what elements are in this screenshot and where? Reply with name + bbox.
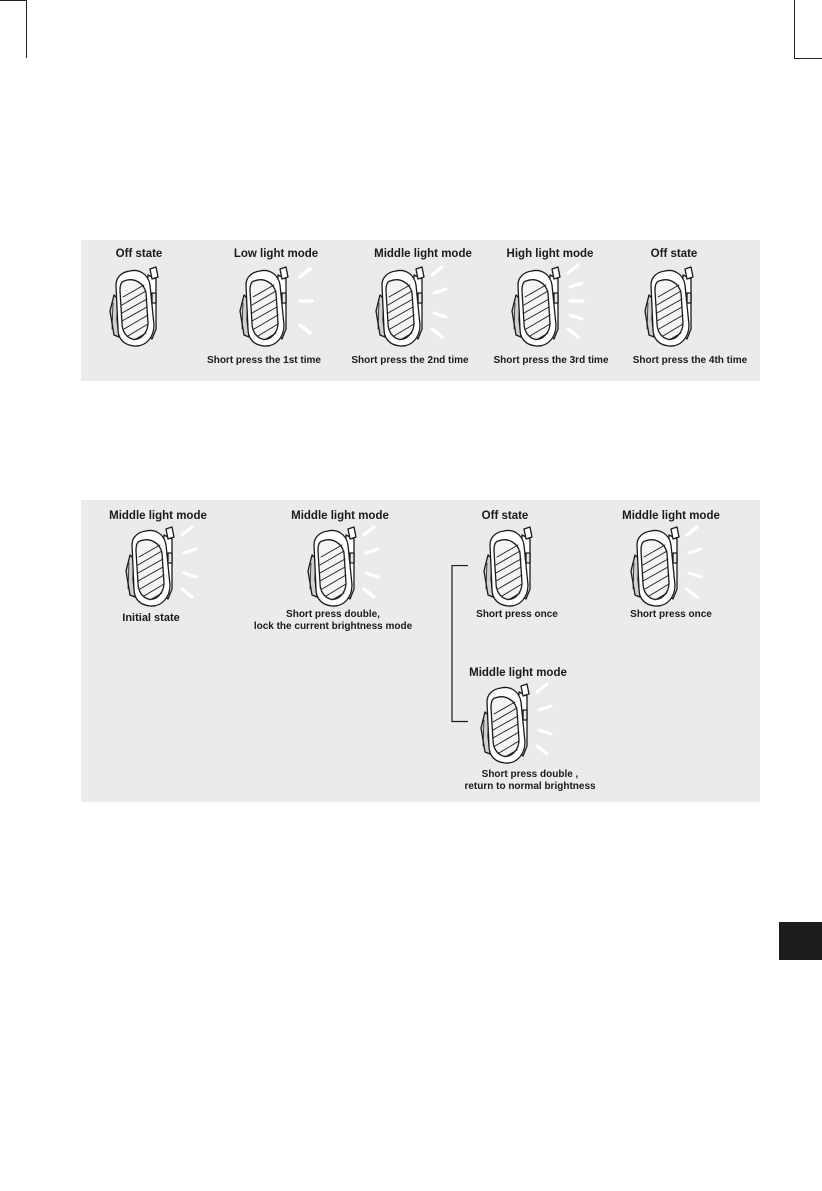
step-title-off-1: Off state xyxy=(115,248,163,260)
step-caption-2nd: Short press the 2nd time xyxy=(351,355,469,366)
device-off-lock-icon xyxy=(478,523,548,608)
device-off-icon-2 xyxy=(639,263,709,348)
device-low-light-icon xyxy=(234,263,324,348)
step-title-low: Low light mode xyxy=(233,248,319,260)
section-thumb-tab xyxy=(779,922,822,960)
step-caption-3rd: Short press the 3rd time xyxy=(493,355,609,366)
lock-caption-once-2: Short press once xyxy=(630,609,712,620)
device-high-light-icon xyxy=(506,263,596,348)
device-middle-return-icon xyxy=(475,680,565,765)
lock-caption-return-line2: return to normal brightness xyxy=(464,781,596,792)
lock-caption-initial: Initial state xyxy=(122,612,180,624)
lock-title-middle-again: Middle light mode xyxy=(622,510,720,522)
device-middle-lock-icon xyxy=(302,523,392,608)
device-middle-initial-icon xyxy=(120,523,210,608)
lock-caption-once: Short press once xyxy=(476,609,558,620)
lock-title-off: Off state xyxy=(481,510,529,522)
crop-mark-top-left-v xyxy=(26,0,27,58)
lock-caption-return: Short press double , xyxy=(481,769,579,780)
device-off-icon xyxy=(104,263,174,348)
lock-title-lock: Middle light mode xyxy=(291,510,389,522)
crop-mark-top-right xyxy=(794,0,795,58)
device-middle-light-icon xyxy=(370,263,460,348)
step-title-off-2: Off state xyxy=(650,248,698,260)
lock-title-initial: Middle light mode xyxy=(109,510,207,522)
step-caption-1st: Short press the 1st time xyxy=(207,355,321,366)
branch-bracket xyxy=(448,565,474,723)
device-middle-once-icon xyxy=(625,523,715,608)
lock-title-return: Middle light mode xyxy=(469,667,567,679)
lock-caption-double-line2: lock the current brightness mode xyxy=(253,621,413,632)
step-title-high: High light mode xyxy=(506,248,594,260)
crop-mark-top-right-h xyxy=(794,58,822,59)
lock-caption-double: Short press double, xyxy=(286,609,380,620)
crop-mark-top-left xyxy=(0,0,26,1)
step-title-middle: Middle light mode xyxy=(374,248,472,260)
step-caption-4th: Short press the 4th time xyxy=(632,355,748,366)
